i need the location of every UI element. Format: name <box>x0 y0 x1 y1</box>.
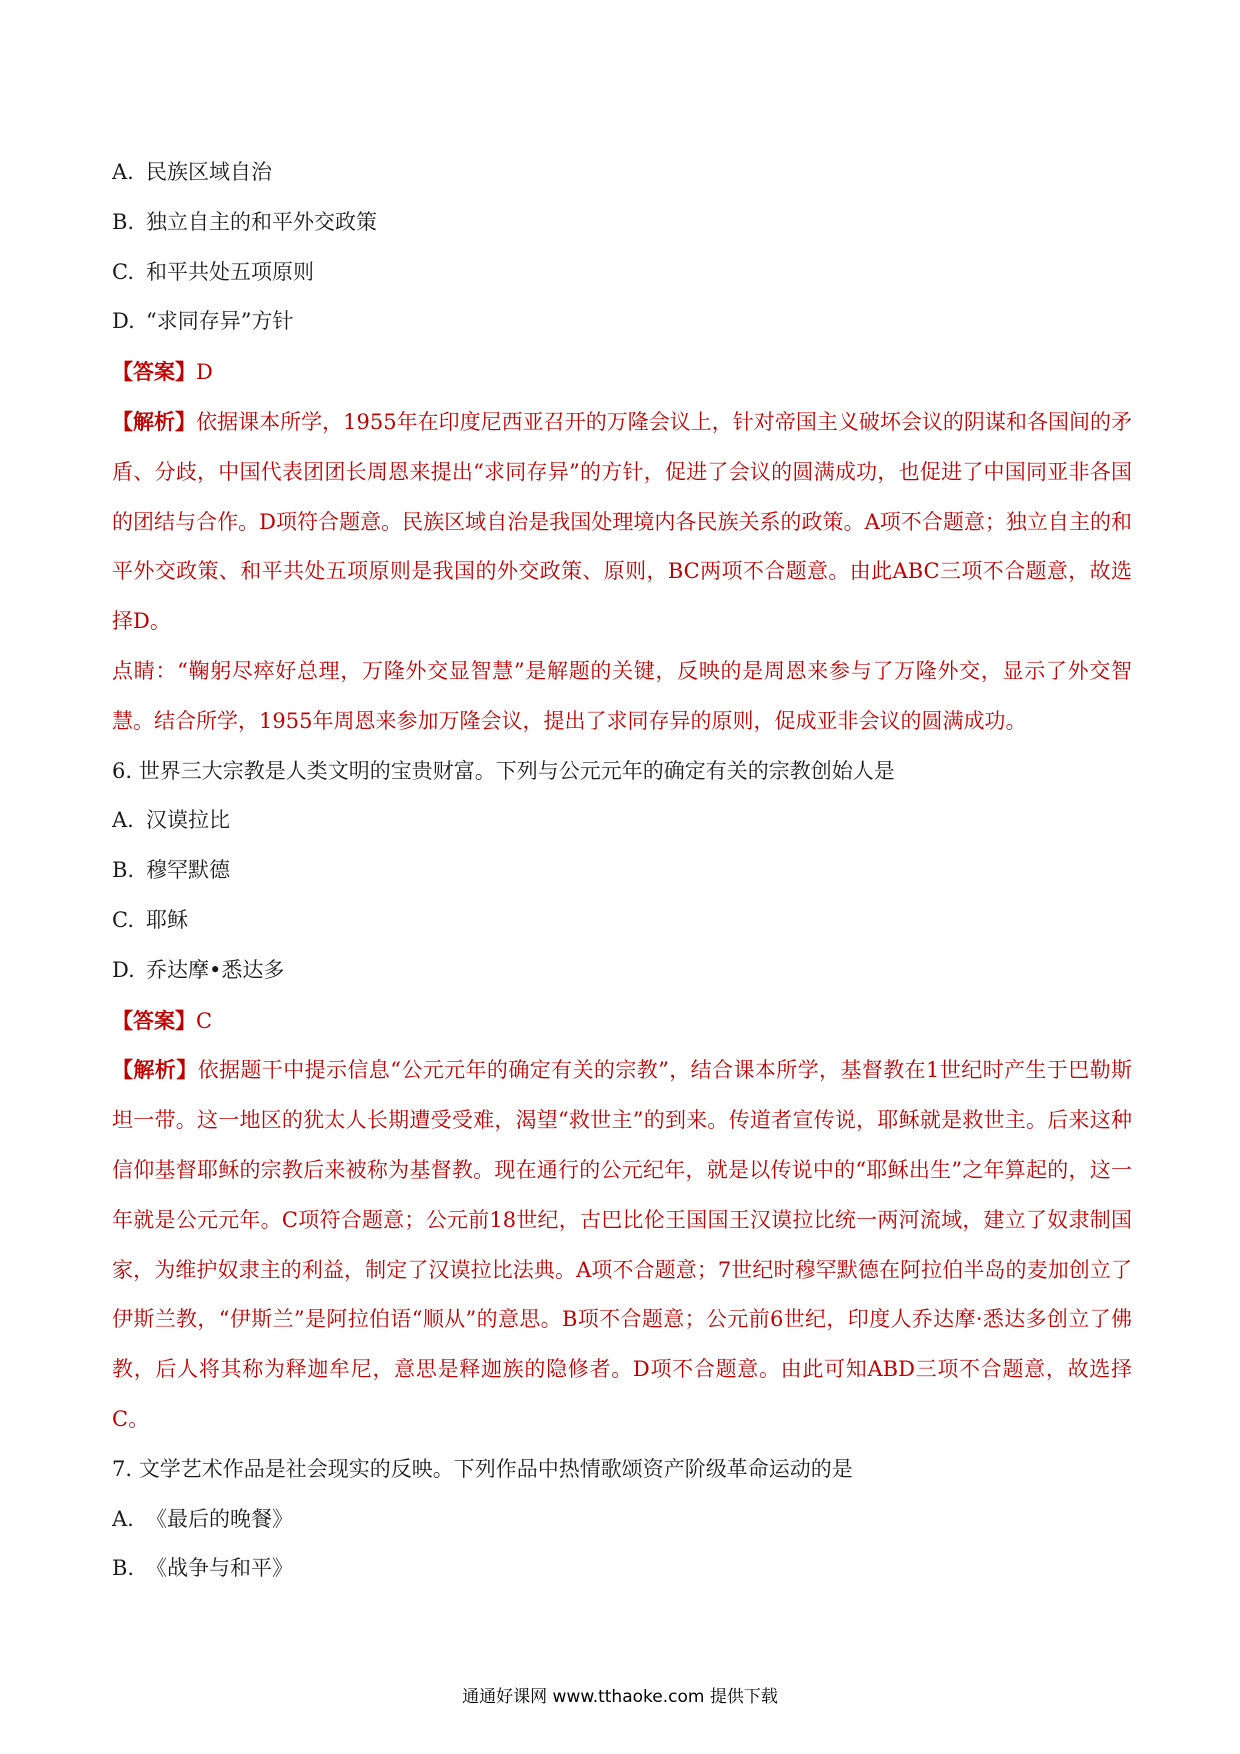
page-footer: 通通好课网 www.tthaoke.com 提供下载 <box>462 1687 778 1707</box>
q5-option-b: B. 独立自主的和平外交政策 <box>112 209 377 234</box>
q5-analysis: 【解析】依据课本所学，1955年在印度尼西亚召开的万隆会议上，针对帝国主义破坏会议的阴谋和各国间的矛盾、分歧，中国代表团团长周恩来提出“求同存异”的方针，促进了会议的圆满成功，也促进了中国同亚非各国的团结与合作。D项符合题意。民族区域自治是我国处理境内各民族关系的政策。A项不合题意；独立自主的和平外交政策、和平共处五项原则是我国的外交政策、原则，BC两项不合题意。由此ABC三项不合题意，故选择D。 <box>112 408 1133 634</box>
q6-option-a: A. 汉谟拉比 <box>112 808 230 833</box>
q6-option-b: B. 穆罕默德 <box>112 858 230 883</box>
q7-option-b: B. 《战争与和平》 <box>112 1556 293 1581</box>
q5-option-c: C. 和平共处五项原则 <box>112 259 314 284</box>
q7-stem: 7. 文学艺术作品是社会现实的反映。下列作品中热情歌颂资产阶级革命运动的是 <box>112 1456 853 1481</box>
q6-answer: 【答案】C <box>112 1007 213 1033</box>
q6-option-d: D. 乔达摩•悉达多 <box>112 957 285 982</box>
q5-option-a: A. 民族区域自治 <box>112 160 272 184</box>
document-body <box>112 148 1132 1594</box>
q5-answer: 【答案】D <box>112 359 213 385</box>
q7-option-a: A. 《最后的晚餐》 <box>112 1506 293 1531</box>
q5-option-d: D. “求同存异”方针 <box>112 309 294 334</box>
q5-point: 点睛：“鞠躬尽瘁好总理，万隆外交显智慧”是解题的关键，反映的是周恩来参与了万隆外交，显示了外交智慧。结合所学，1955年周恩来参加万隆会议，提出了求同存异的原则，促成亚非会议的圆满成功。 <box>112 658 1132 733</box>
q6-analysis: 【解析】依据题干中提示信息“公元元年的确定有关的宗教”，结合课本所学，基督教在1世纪时产生于巴勒斯坦一带。这一地区的犹太人长期遭受受难，渴望“救世主”的到来。传道者宣传说，耶稣就是救世主。后来这种信仰基督耶稣的宗教后来被称为基督教。现在通行的公元纪年，就是以传说中的“耶稣出生”之年算起的，这一年就是公元元年。C项符合题意；公元前18世纪，古巴比伦王国国王汉谟拉比统一两河流域，建立了奴隶制国家，为维护奴隶主的利益，制定了汉谟拉比法典。A项不合题意；7世纪时穆罕默德在阿拉伯半岛的麦加创立了伊斯兰教，“伊斯兰”是阿拉伯语“顺从”的意思。B项不合题意；公元前6世纪，印度人乔达摩·悉达多创立了佛教，后人将其称为释迦牟尼，意思是释迦族的隐修者。D项不合题意。由此可知ABD三项不合题意，故选择C。 <box>112 1057 1132 1431</box>
q6-option-c: C. 耶稣 <box>112 907 188 932</box>
q6-stem: 6. 世界三大宗教是人类文明的宝贵财富。下列与公元元年的确定有关的宗教创始人是 <box>112 758 895 783</box>
